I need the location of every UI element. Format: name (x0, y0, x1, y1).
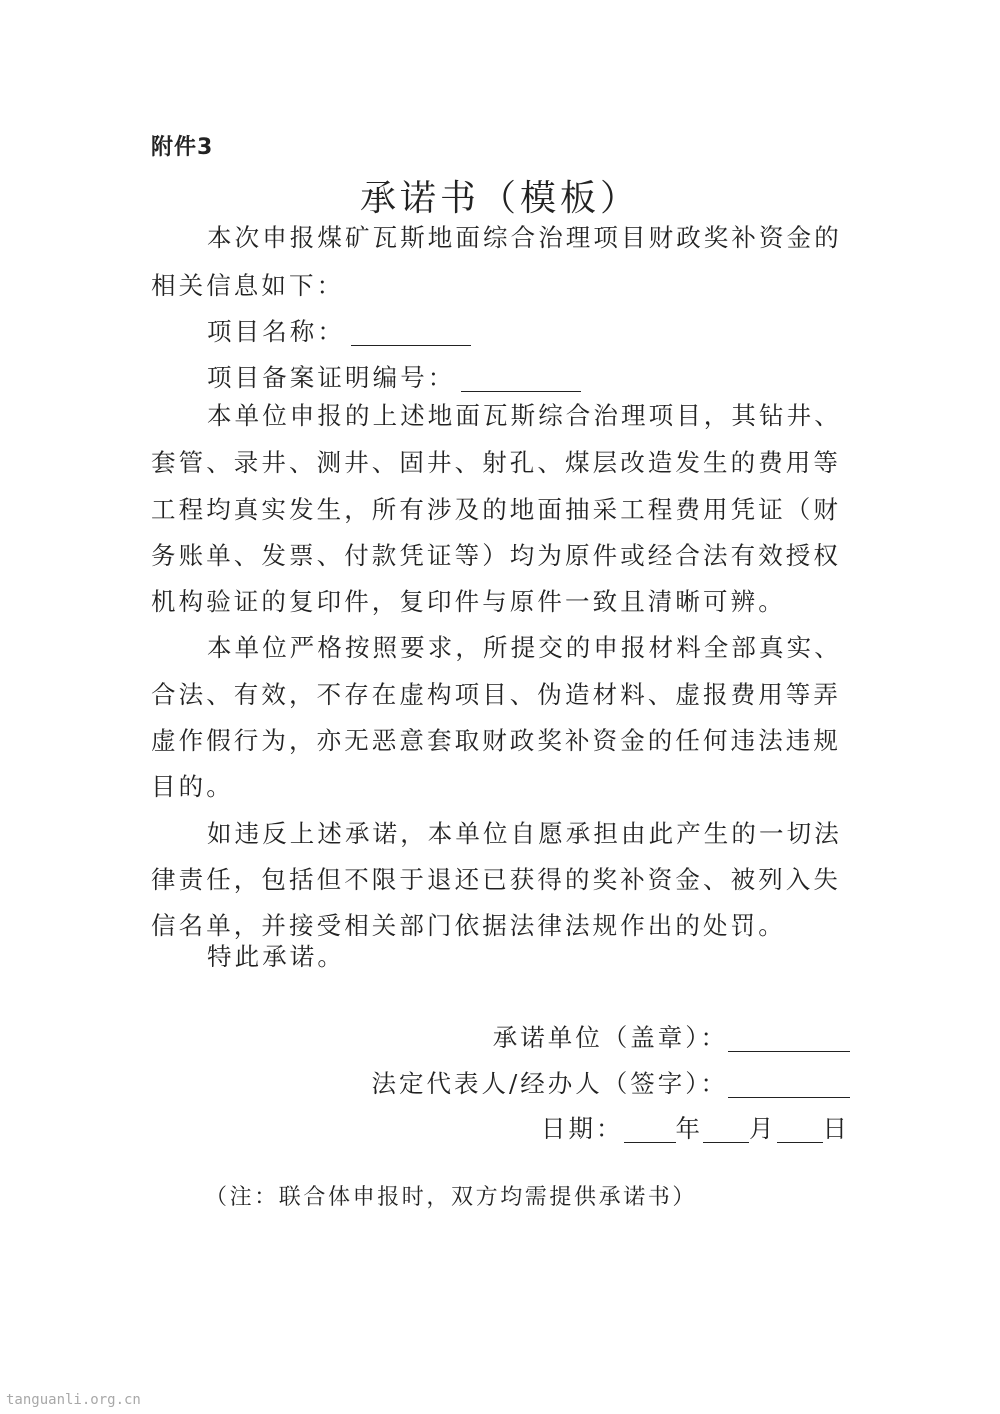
p1-line-5: 机构验证的复印件，复印件与原件一致且清晰可辨。 (151, 587, 786, 616)
representative-signature-blank[interactable] (728, 1067, 850, 1098)
p1-line-2: 套管、录井、测井、固井、射孔、煤层改造发生的费用等 (151, 448, 841, 477)
day-blank[interactable] (777, 1112, 823, 1143)
watermark: tanguanli.org.cn (6, 1392, 141, 1408)
project-name-label: 项目名称： (207, 317, 345, 346)
closing-line: 特此承诺。 (207, 942, 345, 971)
p1-line-1: 本单位申报的上述地面瓦斯综合治理项目，其钻井、 (207, 401, 842, 430)
intro-line-2: 相关信息如下： (151, 271, 345, 300)
unit-stamp-row (493, 1015, 850, 1061)
project-record-no-blank[interactable] (461, 361, 581, 392)
date-row (541, 1106, 850, 1152)
attachment-label: 附件3 (151, 135, 214, 160)
p2-line-2: 合法、有效，不存在虚构项目、伪造材料、虚报费用等弄 (151, 680, 841, 709)
project-name-row (151, 309, 851, 355)
p1-line-3: 工程均真实发生，所有涉及的地面抽采工程费用凭证（财 (151, 495, 841, 524)
unit-stamp-blank[interactable] (728, 1021, 850, 1052)
project-name-blank[interactable] (351, 315, 471, 346)
day-label: 日 (822, 1114, 850, 1143)
document-title: 承诺书（模板） (359, 178, 640, 219)
p2-line-4: 目的。 (151, 772, 234, 801)
intro-line-1: 本次申报煤矿瓦斯地面综合治理项目财政奖补资金的 (207, 223, 842, 252)
month-label: 月 (749, 1114, 777, 1143)
footnote: （注：联合体申报时，双方均需提供承诺书） (205, 1185, 698, 1210)
month-blank[interactable] (703, 1112, 749, 1143)
date-label: 日期： (541, 1114, 624, 1143)
year-label: 年 (675, 1114, 703, 1143)
p3-line-2: 律责任，包括但不限于退还已获得的奖补资金、被列入失 (151, 865, 841, 894)
p3-line-1: 如违反上述承诺，本单位自愿承担由此产生的一切法 (207, 819, 842, 848)
year-blank[interactable] (624, 1112, 676, 1143)
representative-label: 法定代表人/经办人（签字）： (371, 1069, 728, 1098)
p1-line-4: 务账单、发票、付款凭证等）均为原件或经合法有效授权 (151, 541, 841, 570)
representative-row (371, 1061, 850, 1107)
p2-line-1: 本单位严格按照要求，所提交的申报材料全部真实、 (207, 633, 842, 662)
p2-line-3: 虚作假行为，亦无恶意套取财政奖补资金的任何违法违规 (151, 726, 841, 755)
p3-line-3: 信名单，并接受相关部门依据法律法规作出的处罚。 (151, 911, 786, 940)
project-record-no-label: 项目备案证明编号： (207, 363, 456, 392)
unit-stamp-label: 承诺单位（盖章）： (492, 1023, 728, 1052)
